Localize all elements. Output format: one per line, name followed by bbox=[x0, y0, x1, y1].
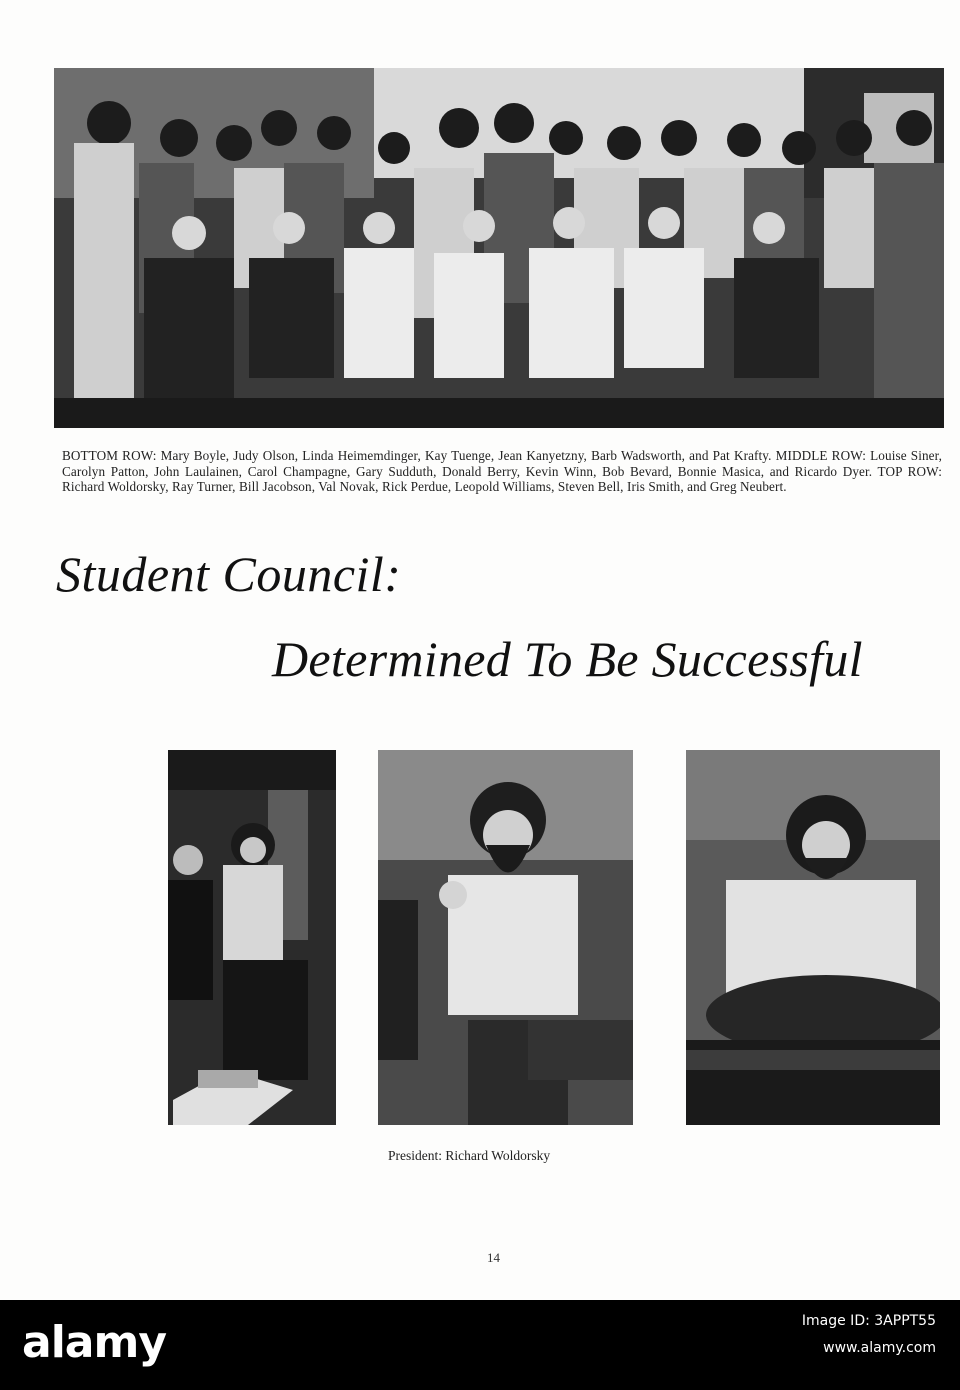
site-url: www.alamy.com bbox=[823, 1340, 936, 1356]
president-caption: President: Richard Woldorsky bbox=[388, 1148, 551, 1163]
page-number: 14 bbox=[487, 1250, 500, 1265]
group-photo-caption: BOTTOM ROW: Mary Boyle, Judy Olson, Linda Heimemdinger, Kay Tuenge, Jean Kanyetzny, Barb Wadsworth, and Pat Krafty. MIDDLE ROW: Louise Siner, Carolyn Patton, John Laulainen, Carol Champagne, Gary Sudduth, Donald Berry, Kevin Winn, Bob Bevard, Bonnie Masica, and Ricardo Dyer. TOP ROW: Richard Woldorsky, Ray Turner, Bill Jacobson, Val Novak, Rick Perdue, Leopold Williams, Steven Bell, Iris Smith, and Greg Neubert. bbox=[62, 448, 942, 495]
group-photo bbox=[54, 68, 944, 428]
president-photo-center bbox=[378, 750, 633, 1125]
brand-logo: alamy bbox=[22, 1317, 166, 1368]
image-id-label: Image ID: 3APPT55 bbox=[801, 1313, 936, 1329]
group-photo-graphic bbox=[54, 68, 944, 428]
president-photo-right-graphic bbox=[686, 750, 940, 1125]
page-title-line-1: Student Council: bbox=[56, 546, 402, 602]
president-photo-center-graphic bbox=[378, 750, 633, 1125]
page-title-line-2: Determined To Be Successful bbox=[272, 631, 863, 687]
president-photo-left bbox=[168, 750, 336, 1125]
president-photo-right bbox=[686, 750, 940, 1125]
president-photo-left-graphic bbox=[168, 750, 336, 1125]
